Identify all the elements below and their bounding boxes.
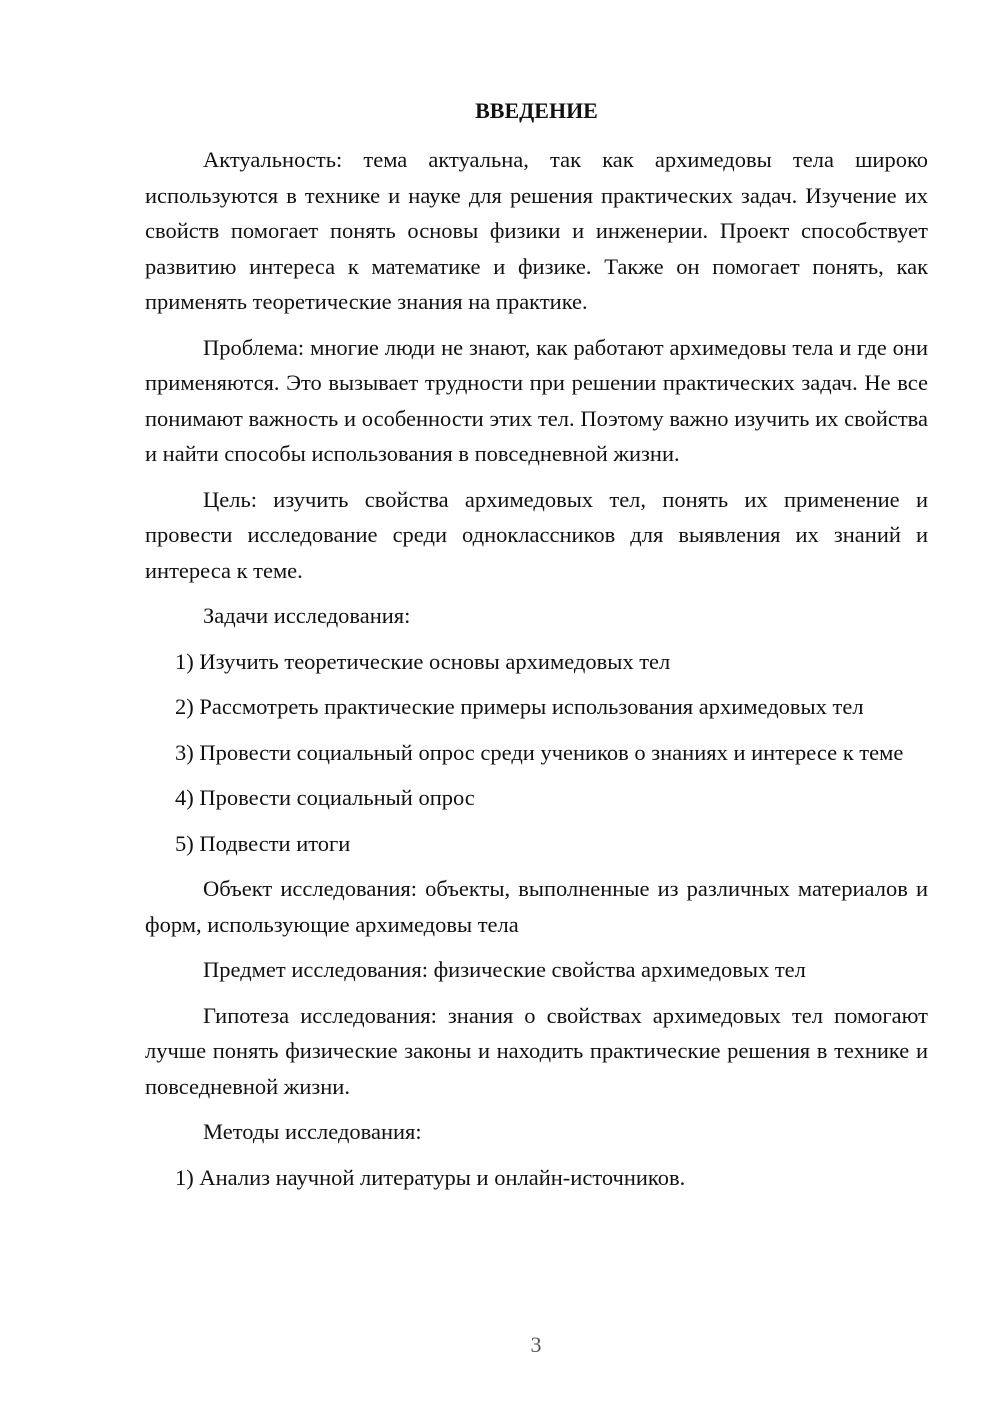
tasks-heading: Задачи исследования:	[203, 603, 411, 628]
document-page	[145, 96, 928, 1195]
section-title: ВВЕДЕНИЕ	[475, 98, 598, 123]
subject-paragraph: Предмет исследования: физические свойства архимедовых тел	[203, 957, 806, 982]
hypothesis-paragraph: Гипотеза исследования: знания о свойствах архимедовых тел помогают лучше понять физические законы и находить практические решения в технике и повседневной жизни.	[145, 1002, 928, 1099]
goal-paragraph: Цель: изучить свойства архимедовых тел, понять их применение и провести исследование среди одноклассников для выявления их знаний и интереса к теме.	[145, 486, 928, 583]
method-item-1: 1) Анализ научной литературы и онлайн-источников.	[175, 1164, 686, 1190]
page-number: 3	[530, 1332, 542, 1357]
problem-paragraph: Проблема: многие люди не знают, как работают архимедовы тела и где они применяются. Это вызывает трудности при решении практических задач. Не все понимают важность и особенности этих тел. Поэтому важно изучить их свойства и найти способы использования в повседневной жизни.	[145, 334, 928, 466]
task-item-1: 1) Изучить теоретические основы архимедовых тел	[175, 648, 671, 674]
task-item-4: 4) Провести социальный опрос	[175, 785, 475, 810]
task-item-5: 5) Подвести итоги	[175, 830, 351, 856]
task-item-3: 3) Провести социальный опрос среди учеников о знаниях и интересе к теме	[175, 739, 904, 765]
task-item-2: 2) Рассмотреть практические примеры использования архимедовых тел	[175, 694, 864, 719]
object-paragraph: Объект исследования: объекты, выполненные из различных материалов и форм, использующие архимедовы тела	[145, 876, 928, 937]
relevance-paragraph: Актуальность: тема актуальна, так как архимедовы тела широко используются в технике и науке для решения практических задач. Изучение их свойств помогает понять основы физики и инженерии. Проект способствует развитию интереса к математике и физике. Также он помогает понять, как применять теоретические знания на практике.	[145, 147, 928, 314]
methods-heading: Методы исследования:	[203, 1119, 422, 1144]
